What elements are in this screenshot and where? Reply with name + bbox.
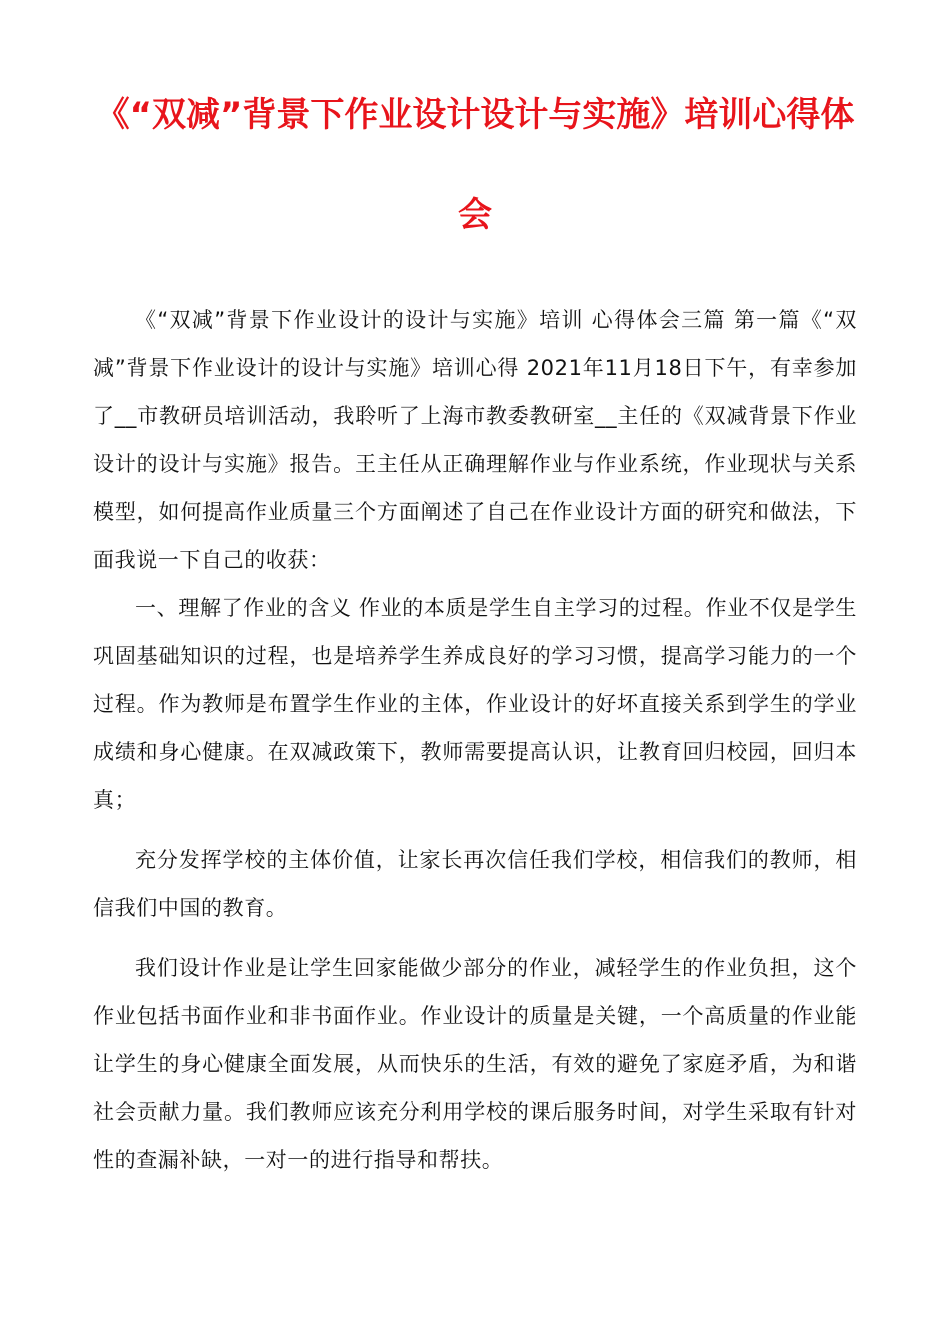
- document-title-line-1: 《“双减”背景下作业设计设计与实施》培训心得体: [95, 95, 855, 135]
- paragraph-2: 一、理解了作业的含义 作业的本质是学生自主学习的过程。作业不仅是学生巩固基础知识的过程，也是培养学生养成良好的学习习惯，提高学习能力的一个过程。作为教师是布置学生作业的主体，作业设计的好坏直接关系到学生的学业成绩和身心健康。在双减政策下，教师需要提高认识，让教育回归校园，回归本真；: [93, 596, 857, 812]
- document-body: [93, 296, 857, 1184]
- paragraph-4: 我们设计作业是让学生回家能做少部分的作业，减轻学生的作业负担，这个作业包括书面作业和非书面作业。作业设计的质量是关键，一个高质量的作业能让学生的身心健康全面发展，从而快乐的生活，有效的避免了家庭矛盾，为和谐社会贡献力量。我们教师应该充分利用学校的课后服务时间，对学生采取有针对性的查漏补缺，一对一的进行指导和帮扶。: [93, 956, 857, 1172]
- document-title-line-2: 会: [458, 195, 492, 235]
- paragraph-3: 充分发挥学校的主体价值，让家长再次信任我们学校，相信我们的教师，相信我们中国的教育。: [93, 848, 857, 920]
- paragraph-1: 《“双减”背景下作业设计的设计与实施》培训 心得体会三篇 第一篇《“双减”背景下作业设计的设计与实施》培训心得 2021年11月18日下午，有幸参加了__市教研员培训活动，我聆听了上海市教委教研室__主任的《双减背景下作业设计的设计与实施》报告。王主任从正确理解作业与作业系统，作业现状与关系模型，如何提高作业质量三个方面阐述了自己在作业设计方面的研究和做法，下面我说一下自己的收获：: [93, 308, 857, 572]
